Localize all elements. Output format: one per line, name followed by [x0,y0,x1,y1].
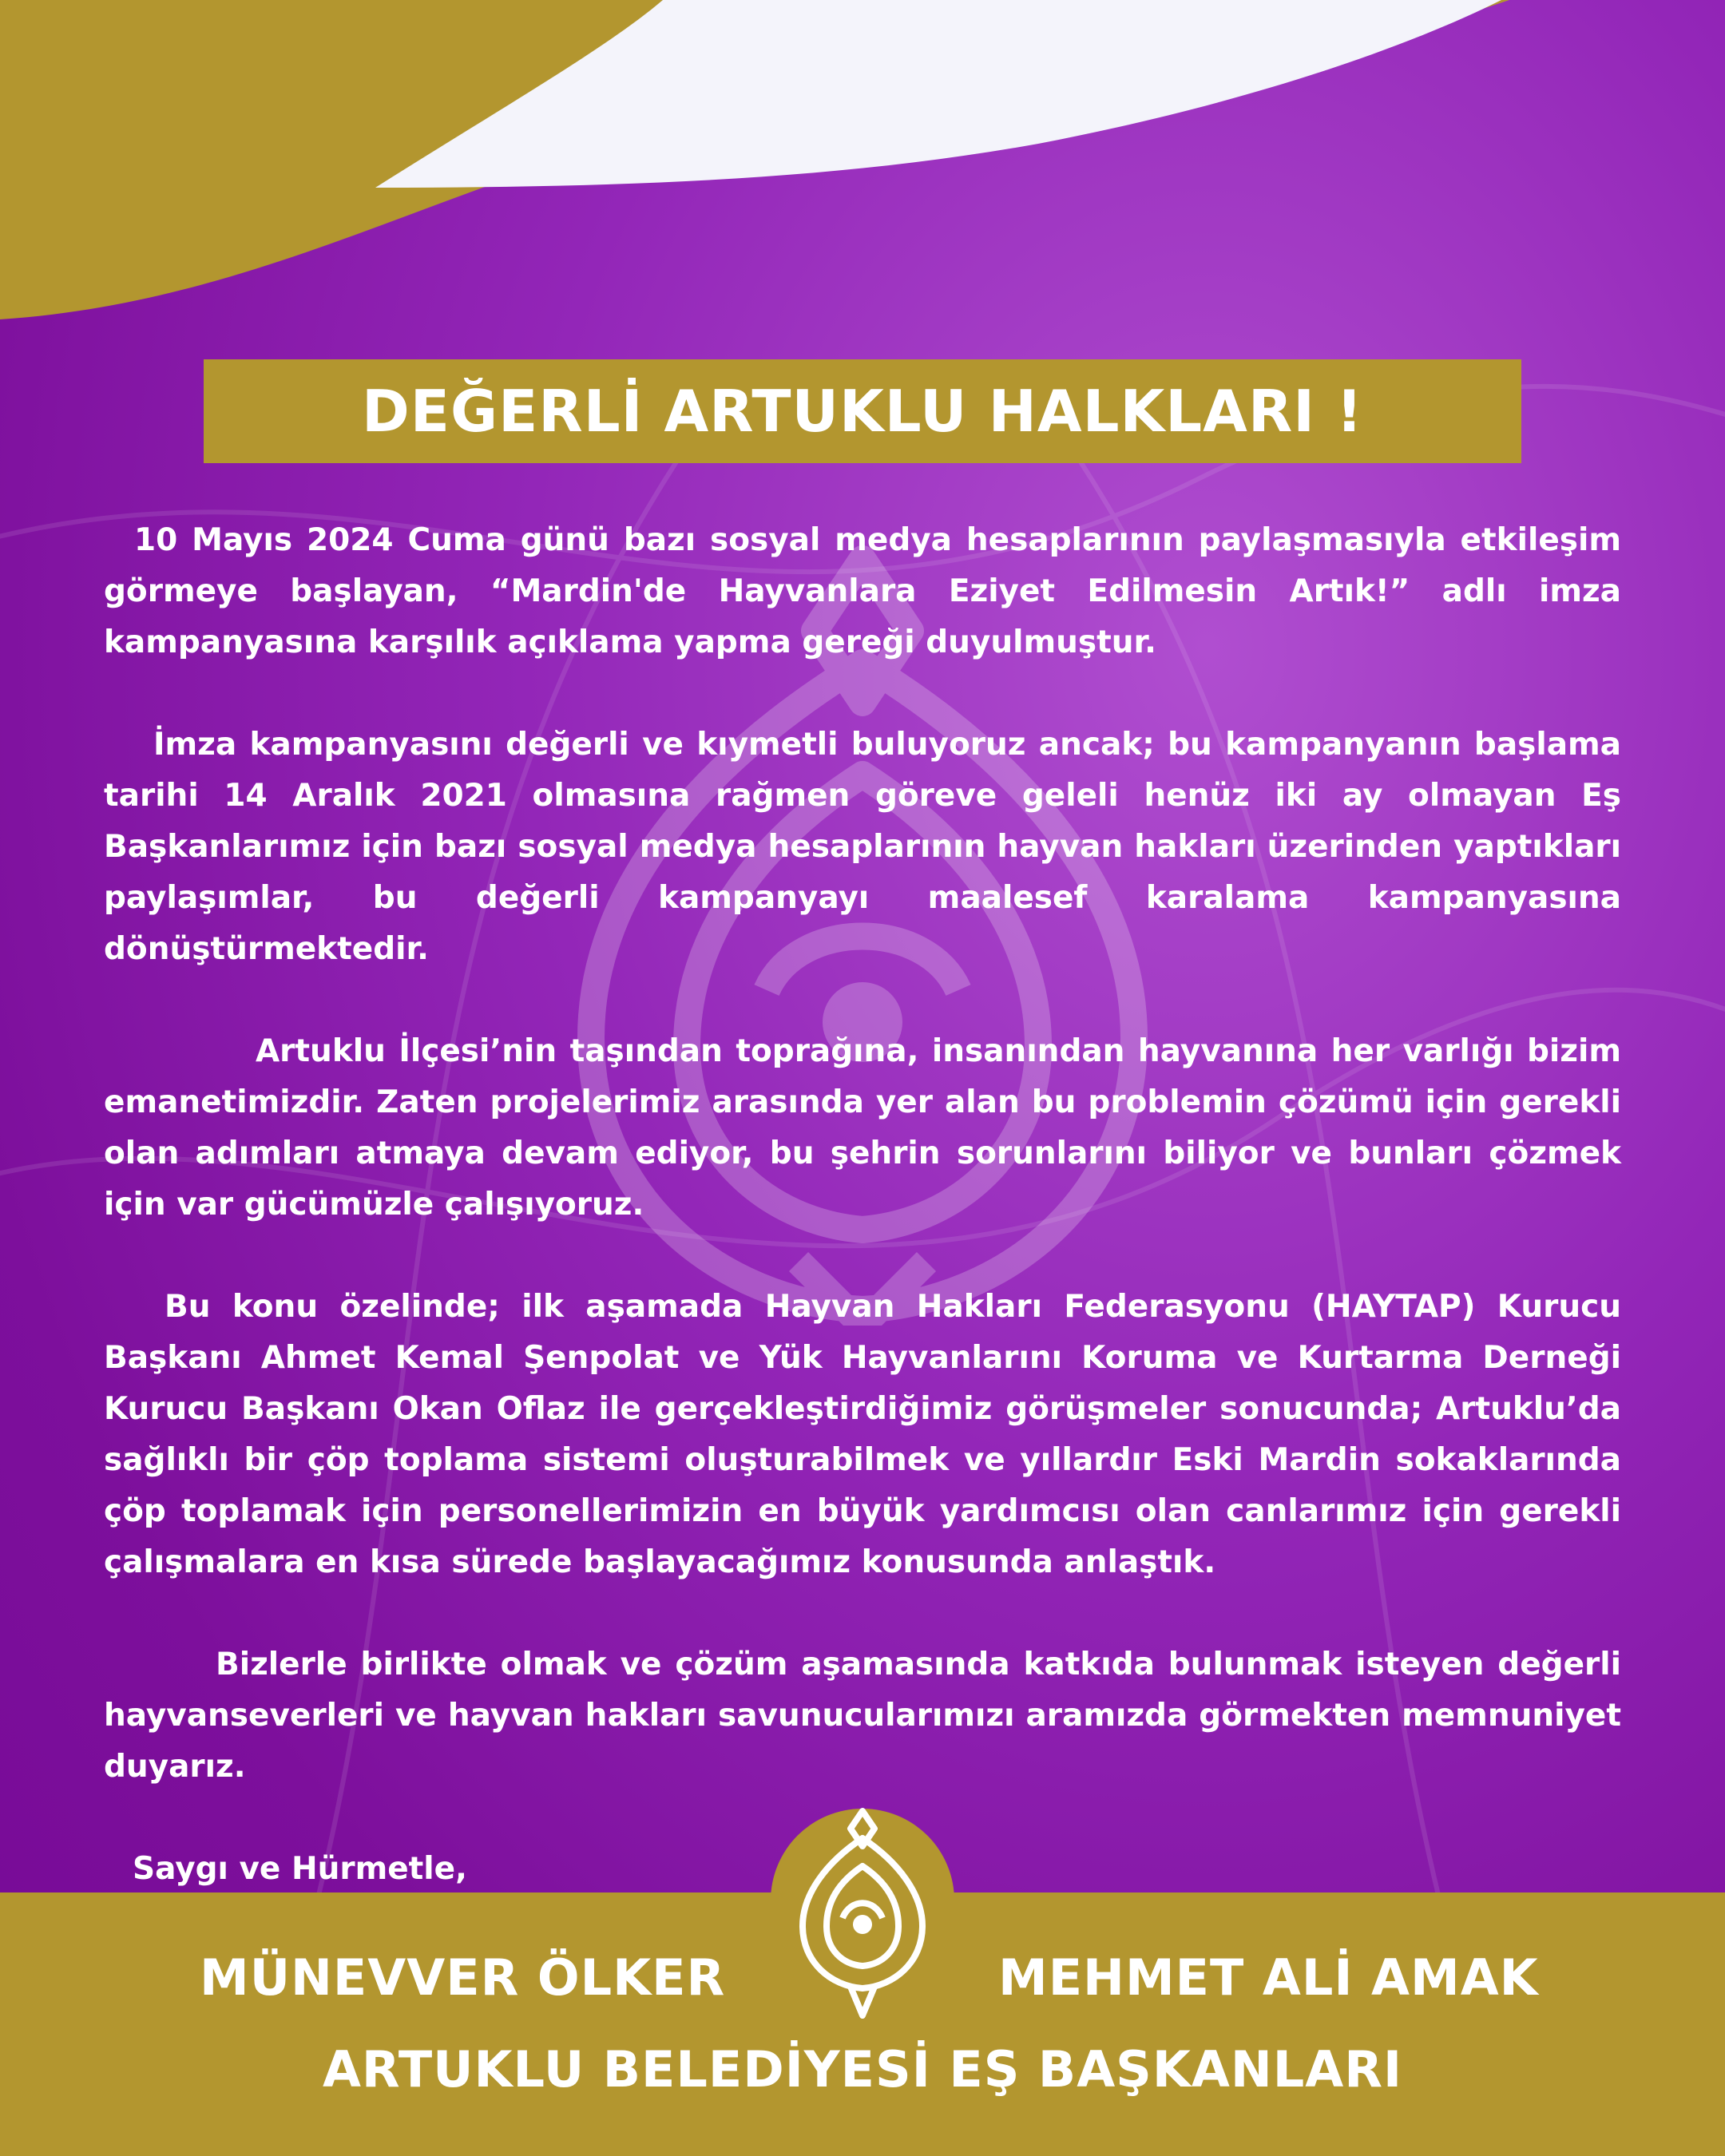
letter-body [104,515,1621,1895]
paragraph-3: Artuklu İlçesi’nin taşından toprağına, insanından hayvanına her varlığı bizim emanetimizdir. Zaten projelerimiz arasında yer alan bu problemin çözümü için gerekli olan adımları atmaya devam ediyor, bu şehrin sorunlarını biliyor ve bunları çözmek için var gücümüzle çalışıyoruz. [104,1033,1621,1223]
campaign-start-date: 14 Aralık 2021 [224,778,507,814]
paragraph-2-text-c: olmasına rağmen göreve geleli henüz iki ay olmayan Eş Başkanlarımız için bazı sosyal medya hesaplarının hayvan hakları üzerinden yaptıkları paylaşımlar, bu değerli kampanyayı maalesef karalama kampanyasına dönüştürmektedir. [104,778,1621,967]
artuklu-logo-icon [795,1806,930,2030]
closing-salutation: Saygı ve Hürmetle, [133,1851,467,1887]
paragraph-4 [104,1282,1621,1588]
title-banner [204,359,1521,463]
paragraph-2-text-a: İmza kampanyasını değerli ve kıymetli buluyoruz ancak; bu kampanyanın başlama tarihi [104,727,1621,814]
signatory-title: ARTUKLU BELEDİYESİ EŞ BAŞKANLARI [322,2040,1403,2099]
paragraph-1: 10 Mayıs 2024 Cuma günü bazı sosyal medya hesaplarının paylaşmasıyla etkileşim görmeye başlayan, “Mardin'de Hayvanlara Eziyet Edilmesin Artık!” adlı imza kampanyasına karşılık açıklama yapma gereği duyulmuştur. [104,522,1621,660]
paragraph-2 [104,719,1621,975]
signatory-left: MÜNEVVER ÖLKER [200,1948,726,2007]
top-wave-decoration [0,0,1725,335]
signatory-right: MEHMET ALİ AMAK [998,1948,1539,2007]
federation-names: Hayvan Hakları Federasyonu (HAYTAP) Kurucu Başkanı Ahmet Kemal Şenpolat ve Yük Hayvanlarını Koruma ve Kurtarma Derneği Kurucu Başkanı Okan Oflaz [104,1289,1621,1427]
paragraph-4-text-c: ile gerçekleştirdiğimiz görüşmeler sonucunda; Artuklu’da sağlıklı bir çöp toplama sistemi oluşturabilmek ve yıllardır Eski Mardin sokaklarında çöp toplamak için personellerimizin en büyük yardımcısı olan canlarımız için gerekli çalışmalara en kısa sürede başlayacağımız konusunda anlaştık. [104,1391,1621,1580]
paragraph-5: Bizlerle birlikte olmak ve çözüm aşamasında katkıda bulunmak isteyen değerli hayvanseverleri ve hayvan hakları savunucularımızı aramızda görmekten memnuniyet duyarız. [104,1647,1621,1785]
paragraph-4-text-a: Bu konu özelinde; ilk aşamada [165,1289,765,1325]
page-title: DEĞERLİ ARTUKLU HALKLARI ! [362,378,1363,445]
